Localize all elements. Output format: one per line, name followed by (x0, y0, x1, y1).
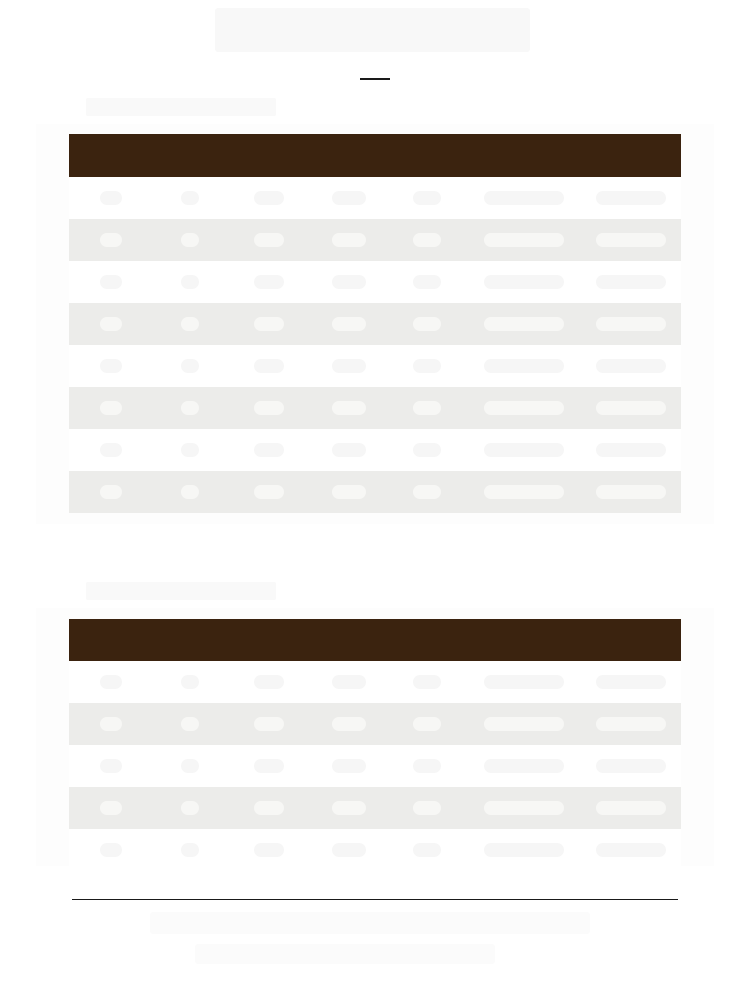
illegible-text (181, 191, 199, 205)
table-cell (581, 177, 681, 219)
table-cell (69, 429, 153, 471)
illegible-text (181, 233, 199, 247)
table-cell (69, 745, 153, 787)
table-2-header-cell (69, 619, 153, 661)
table-cell (69, 471, 153, 513)
footnote-continuation (195, 944, 495, 964)
table-cell (153, 787, 227, 829)
illegible-text (413, 191, 441, 205)
illegible-text (254, 317, 284, 331)
illegible-text (413, 717, 441, 731)
footer-divider (72, 899, 678, 900)
table-cell (387, 471, 467, 513)
section-1-label (86, 98, 276, 116)
illegible-text (100, 275, 122, 289)
illegible-text (100, 317, 122, 331)
illegible-text (484, 717, 564, 731)
footnote (150, 912, 590, 934)
table-row (69, 219, 681, 261)
illegible-text (484, 317, 564, 331)
illegible-text (100, 443, 122, 457)
table-cell (581, 387, 681, 429)
illegible-text (181, 843, 199, 857)
illegible-text (484, 191, 564, 205)
table-cell (227, 787, 311, 829)
illegible-text (484, 275, 564, 289)
table-cell (387, 261, 467, 303)
table-cell (581, 661, 681, 703)
table-cell (387, 745, 467, 787)
table-cell (69, 829, 153, 871)
table-cell (311, 387, 387, 429)
illegible-text (332, 759, 366, 773)
illegible-text (332, 485, 366, 499)
table-cell (581, 219, 681, 261)
table-cell (311, 177, 387, 219)
table-cell (467, 429, 581, 471)
table-row (69, 177, 681, 219)
illegible-text (254, 359, 284, 373)
illegible-text (596, 401, 666, 415)
table-row (69, 387, 681, 429)
table-cell (227, 703, 311, 745)
table-cell (153, 387, 227, 429)
table-row (69, 829, 681, 871)
table-row (69, 345, 681, 387)
table-cell (153, 303, 227, 345)
illegible-text (100, 485, 122, 499)
illegible-text (484, 675, 564, 689)
table-cell (153, 661, 227, 703)
table-cell (387, 661, 467, 703)
illegible-text (100, 233, 122, 247)
illegible-text (484, 401, 564, 415)
illegible-text (100, 717, 122, 731)
table-1-header-cell (227, 134, 311, 177)
table-cell (387, 429, 467, 471)
table-cell (227, 177, 311, 219)
illegible-text (332, 233, 366, 247)
illegible-text (181, 359, 199, 373)
table-cell (153, 429, 227, 471)
table-cell (227, 303, 311, 345)
table-cell (467, 219, 581, 261)
illegible-text (254, 191, 284, 205)
illegible-text (254, 485, 284, 499)
illegible-text (413, 443, 441, 457)
table-cell (311, 429, 387, 471)
illegible-text (413, 485, 441, 499)
table-cell (387, 787, 467, 829)
illegible-text (484, 843, 564, 857)
section-2-label (86, 582, 276, 600)
illegible-text (254, 275, 284, 289)
illegible-text (413, 275, 441, 289)
table-row (69, 661, 681, 703)
table-cell (467, 787, 581, 829)
table-cell (581, 429, 681, 471)
table-cell (311, 661, 387, 703)
table-row (69, 745, 681, 787)
table-cell (227, 429, 311, 471)
table-cell (467, 661, 581, 703)
table-cell (69, 219, 153, 261)
table-row (69, 261, 681, 303)
illegible-text (181, 485, 199, 499)
illegible-text (484, 801, 564, 815)
table-2-header-cell (311, 619, 387, 661)
table-cell (387, 387, 467, 429)
table-2-header-row (69, 619, 681, 661)
illegible-text (254, 843, 284, 857)
illegible-text (100, 675, 122, 689)
illegible-text (332, 275, 366, 289)
table-2-body (69, 661, 681, 871)
illegible-text (484, 359, 564, 373)
table-1-body (69, 177, 681, 513)
illegible-text (332, 191, 366, 205)
illegible-text (332, 401, 366, 415)
table-cell (311, 345, 387, 387)
illegible-text (181, 443, 199, 457)
table-cell (387, 303, 467, 345)
table-cell (227, 261, 311, 303)
table-2-header-cell (467, 619, 581, 661)
illegible-text (332, 717, 366, 731)
table-cell (227, 345, 311, 387)
illegible-text (596, 843, 666, 857)
title-underline (360, 78, 390, 80)
illegible-text (484, 443, 564, 457)
table-cell (467, 345, 581, 387)
illegible-text (484, 233, 564, 247)
illegible-text (181, 675, 199, 689)
table-cell (467, 177, 581, 219)
table-cell (467, 261, 581, 303)
table-1-header-cell (311, 134, 387, 177)
table-cell (387, 345, 467, 387)
table-cell (311, 829, 387, 871)
table-cell (581, 471, 681, 513)
table-cell (581, 345, 681, 387)
illegible-text (254, 233, 284, 247)
table-cell (311, 219, 387, 261)
table-cell (581, 703, 681, 745)
table-2-header-cell (153, 619, 227, 661)
illegible-text (484, 759, 564, 773)
table-cell (69, 177, 153, 219)
table-cell (153, 829, 227, 871)
illegible-text (596, 675, 666, 689)
table-cell (69, 703, 153, 745)
data-table-1 (69, 134, 681, 513)
illegible-text (413, 801, 441, 815)
illegible-text (254, 717, 284, 731)
illegible-text (181, 275, 199, 289)
table-cell (69, 345, 153, 387)
illegible-text (181, 317, 199, 331)
table-cell (311, 471, 387, 513)
illegible-text (100, 359, 122, 373)
illegible-text (596, 317, 666, 331)
illegible-text (100, 759, 122, 773)
illegible-text (413, 359, 441, 373)
illegible-text (332, 801, 366, 815)
illegible-text (413, 317, 441, 331)
table-cell (311, 787, 387, 829)
table-cell (467, 387, 581, 429)
illegible-text (181, 717, 199, 731)
table-cell (387, 177, 467, 219)
table-cell (227, 387, 311, 429)
table-cell (467, 745, 581, 787)
table-2-header-cell (227, 619, 311, 661)
illegible-text (181, 801, 199, 815)
table-cell (311, 745, 387, 787)
table-cell (581, 303, 681, 345)
illegible-text (332, 317, 366, 331)
table-cell (311, 303, 387, 345)
table-cell (227, 829, 311, 871)
table-cell (153, 703, 227, 745)
illegible-text (254, 675, 284, 689)
table-cell (581, 261, 681, 303)
table-1-header-row (69, 134, 681, 177)
table-cell (387, 703, 467, 745)
table-cell (153, 219, 227, 261)
illegible-text (413, 233, 441, 247)
table-cell (467, 471, 581, 513)
document-title (215, 8, 530, 52)
illegible-text (332, 359, 366, 373)
table-row (69, 471, 681, 513)
illegible-text (596, 759, 666, 773)
table-cell (153, 345, 227, 387)
illegible-text (484, 485, 564, 499)
table-2-header-cell (387, 619, 467, 661)
table-1-header-cell (387, 134, 467, 177)
illegible-text (332, 675, 366, 689)
table-1-header-cell (581, 134, 681, 177)
table-cell (227, 745, 311, 787)
table-row (69, 429, 681, 471)
table-cell (69, 787, 153, 829)
table-1-header-cell (69, 134, 153, 177)
illegible-text (100, 801, 122, 815)
table-cell (153, 471, 227, 513)
illegible-text (254, 759, 284, 773)
table-cell (311, 703, 387, 745)
table-cell (581, 829, 681, 871)
illegible-text (413, 759, 441, 773)
illegible-text (596, 191, 666, 205)
table-cell (581, 745, 681, 787)
illegible-text (332, 443, 366, 457)
table-cell (227, 471, 311, 513)
illegible-text (181, 759, 199, 773)
illegible-text (181, 401, 199, 415)
table-row (69, 303, 681, 345)
table-cell (311, 261, 387, 303)
illegible-text (596, 359, 666, 373)
table-cell (227, 661, 311, 703)
table-1-header-cell (153, 134, 227, 177)
data-table-2 (69, 619, 681, 871)
table-cell (467, 303, 581, 345)
table-cell (69, 387, 153, 429)
illegible-text (596, 801, 666, 815)
table-cell (69, 303, 153, 345)
table-cell (387, 829, 467, 871)
illegible-text (100, 191, 122, 205)
illegible-text (596, 275, 666, 289)
table-cell (581, 787, 681, 829)
illegible-text (596, 233, 666, 247)
table-cell (69, 261, 153, 303)
illegible-text (596, 443, 666, 457)
illegible-text (100, 401, 122, 415)
table-cell (387, 219, 467, 261)
illegible-text (332, 843, 366, 857)
table-cell (227, 219, 311, 261)
table-cell (467, 703, 581, 745)
illegible-text (254, 801, 284, 815)
table-row (69, 787, 681, 829)
table-row (69, 703, 681, 745)
table-cell (69, 661, 153, 703)
illegible-text (100, 843, 122, 857)
table-cell (467, 829, 581, 871)
table-cell (153, 261, 227, 303)
illegible-text (413, 843, 441, 857)
table-1-header-cell (467, 134, 581, 177)
illegible-text (254, 443, 284, 457)
table-cell (153, 177, 227, 219)
illegible-text (413, 401, 441, 415)
table-cell (153, 745, 227, 787)
table-2-header-cell (581, 619, 681, 661)
illegible-text (254, 401, 284, 415)
illegible-text (596, 717, 666, 731)
illegible-text (596, 485, 666, 499)
illegible-text (413, 675, 441, 689)
